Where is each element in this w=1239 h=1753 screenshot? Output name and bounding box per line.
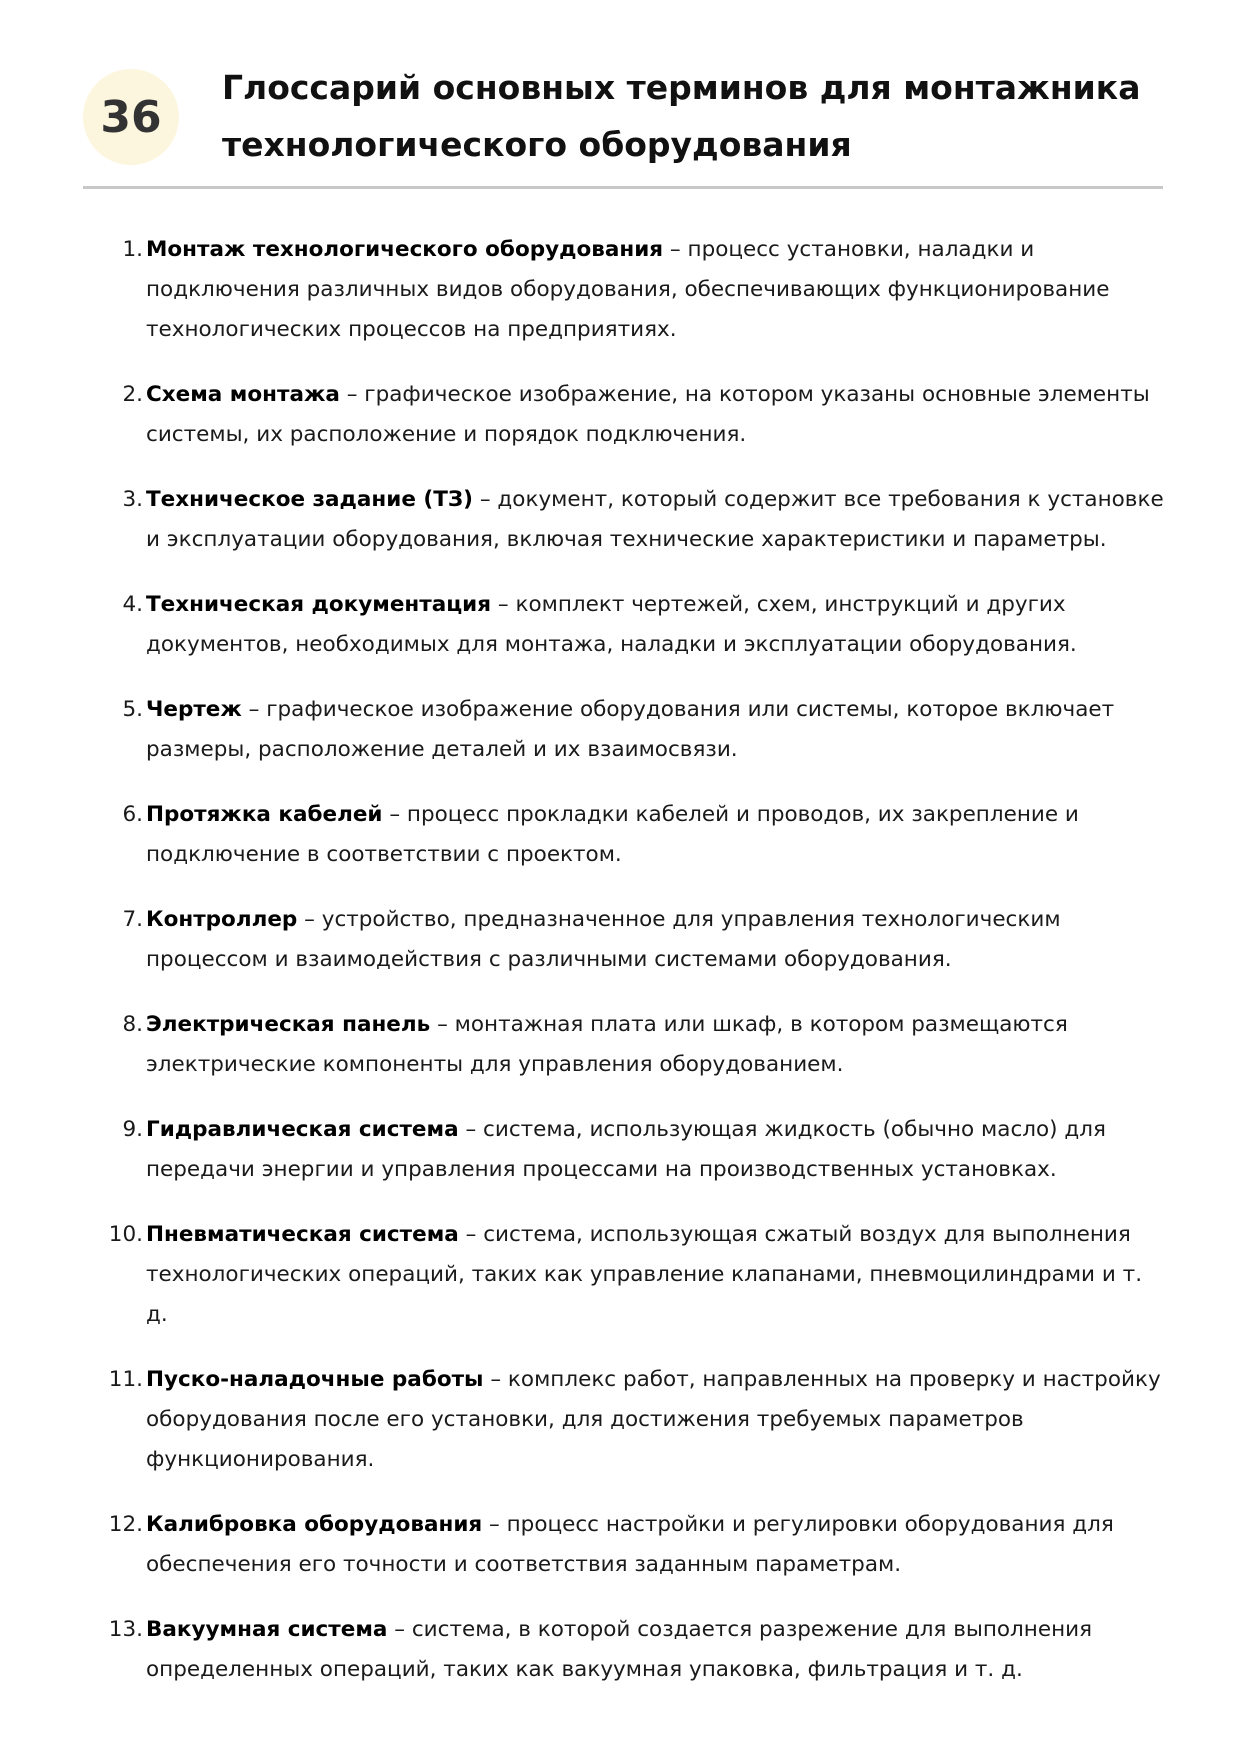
glossary-item (122, 1005, 1166, 1085)
glossary-item (122, 375, 1166, 455)
term-name: Вакуумная система (146, 1617, 388, 1642)
term-name: Электрическая панель (146, 1012, 431, 1037)
term-name: Гидравлическая система (146, 1117, 459, 1142)
term-name: Протяжка кабелей (146, 802, 383, 827)
glossary-item (122, 230, 1166, 350)
glossary-item (108, 1505, 1166, 1585)
glossary-item (122, 1110, 1166, 1190)
glossary-list (108, 230, 1166, 1715)
term-definition: – система, использующая сжатый воздух для выполнения технологических операций, таких как управление клапанами, пневмоцилиндрами и т. д. (146, 1222, 1143, 1327)
term-definition: – система, в которой создается разрежение для выполнения определенных операций, таких как вакуумная упаковка, фильтрация и т. д. (146, 1617, 1093, 1682)
item-number: 11. (108, 1367, 143, 1392)
term-name: Техническое задание (ТЗ) (146, 487, 474, 512)
term-definition: – устройство, предназначенное для управления технологическим процессом и взаимодействия с различными системами оборудования. (146, 907, 1061, 972)
item-number: 6. (122, 802, 143, 827)
item-number: 10. (108, 1222, 143, 1247)
term-name: Пуско-наладочные работы (146, 1367, 484, 1392)
term-name: Пневматическая система (146, 1222, 459, 1247)
term-name: Калибровка оборудования (146, 1512, 483, 1537)
glossary-item (122, 795, 1166, 875)
item-number: 12. (108, 1512, 143, 1537)
term-name: Контроллер (146, 907, 298, 932)
page-header (83, 55, 1163, 189)
glossary-item (122, 480, 1166, 560)
term-definition: – процесс настройки и регулировки оборудования для обеспечения его точности и соответствия заданным параметрам. (146, 1512, 1114, 1577)
item-number: 13. (108, 1617, 143, 1642)
item-number: 1. (122, 237, 143, 262)
item-number: 4. (122, 592, 143, 617)
glossary-item (108, 1215, 1166, 1335)
page-title: Глоссарий основных терминов для монтажника технологического оборудования (222, 68, 1141, 164)
term-definition: – система, использующая жидкость (обычно масло) для передачи энергии и управления процессами на производственных установках. (146, 1117, 1106, 1182)
term-definition: – процесс прокладки кабелей и проводов, их закрепление и подключение в соответствии с проектом. (146, 802, 1079, 867)
glossary-item (122, 690, 1166, 770)
term-definition: – документ, который содержит все требования к установке и эксплуатации оборудования, включая технические характеристики и параметры. (146, 487, 1164, 552)
term-name: Техническая документация (146, 592, 492, 617)
glossary-item (122, 900, 1166, 980)
term-name: Схема монтажа (146, 382, 340, 407)
term-definition: – комплект чертежей, схем, инструкций и других документов, необходимых для монтажа, наладки и эксплуатации оборудования. (146, 592, 1077, 657)
glossary-item (122, 585, 1166, 665)
term-definition: – монтажная плата или шкаф, в котором размещаются электрические компоненты для управления оборудованием. (146, 1012, 1068, 1077)
term-definition: – процесс установки, наладки и подключения различных видов оборудования, обеспечивающих функционирование технологических процессов на предприятиях. (146, 237, 1110, 342)
glossary-item (108, 1360, 1166, 1480)
term-name: Чертеж (146, 697, 242, 722)
chapter-number-badge: 36 (83, 69, 179, 165)
term-definition: – графическое изображение, на котором указаны основные элементы системы, их расположение и порядок подключения. (146, 382, 1150, 447)
item-number: 9. (122, 1117, 143, 1142)
term-name: Монтаж технологического оборудования (146, 237, 664, 262)
item-number: 5. (122, 697, 143, 722)
glossary-item (108, 1610, 1166, 1690)
item-number: 2. (122, 382, 143, 407)
term-definition: – комплекс работ, направленных на проверку и настройку оборудования после его установки, для достижения требуемых параметров функционирования. (146, 1367, 1161, 1472)
term-definition: – графическое изображение оборудования или системы, которое включает размеры, расположение деталей и их взаимосвязи. (146, 697, 1115, 762)
item-number: 3. (122, 487, 143, 512)
item-number: 7. (122, 907, 143, 932)
item-number: 8. (122, 1012, 143, 1037)
